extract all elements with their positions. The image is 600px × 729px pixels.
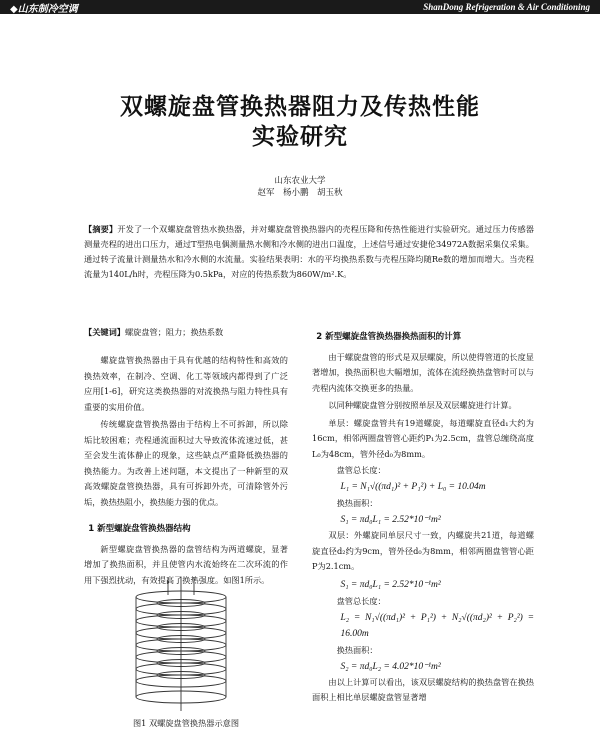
section-heading-1: 1 新型螺旋盘管换热器结构: [88, 524, 191, 534]
intro-paragraph-1: 螺旋盘管换热器由于具有优越的结构特性和高效的换热效率，在制冷、空调、化工等领域内都得到了广泛应用[1-6]，研究这类换热器的对流换热与阻力特性具有重要的实用价值。: [84, 355, 288, 412]
formula-area-repeat: S₁ = πd₀L₁ = 2.52*10⁻¹m²: [340, 579, 441, 590]
conclusion-paragraph: 由以上计算可以看出，该双层螺旋结构的换热盘管在换热面积上相比单层螺旋盘管显著增: [312, 676, 534, 702]
journal-name-cn: ◆山东制冷空调: [10, 3, 78, 15]
total-length-label-1: 盘管总长度：: [336, 465, 386, 475]
section-1-paragraph: 新型螺旋盘管换热器的盘管结构为两道螺旋，显著增加了换热面积，并且使管内水流始终在二次环流的作用下强烈扰动，有效提高了换热强度。如图1所示。: [84, 543, 288, 585]
abstract: [84, 222, 534, 282]
total-length-label-2: 盘管总长度：: [336, 595, 386, 606]
section-2-paragraph-2: 以同种螺旋盘管分别按照单层及双层螺旋进行计算。: [328, 400, 517, 410]
paper-title-line-1: 双螺旋盘管换热器阻力及传热性能: [120, 94, 480, 120]
keywords-label: 【关键词】: [84, 327, 125, 337]
abstract-label: 【摘要】: [84, 224, 118, 234]
single-layer-description: 单层：螺旋盘管共有19道螺旋，每道螺旋直径d₁大约为16cm，相邻两圈盘管管心距约P₁为2.5cm，盘管总缠绕高度L₀为48cm，管外径d₀为8mm。: [312, 417, 534, 459]
section-2-paragraph-1: 由于螺旋盘管的形式是双层螺旋，所以使得管道的长度显著增加，换热面积也大幅增加，流体在流经换热盘管时可以与壳程内流体交换更多的热量。: [312, 351, 534, 393]
paper-title-line-2: 实验研究: [252, 124, 348, 150]
formula-length-single: L₁ = N₁√((πd₁)² + P₁²) + L₀ = 10.04m: [340, 482, 486, 492]
authors: 赵军 杨小鹏 胡玉秋: [257, 188, 343, 198]
keywords-text: 螺旋盘管；阻力；换热系数: [124, 327, 224, 337]
affiliation: 山东农业大学: [274, 176, 326, 186]
section-heading-2: 2 新型螺旋盘管换热器换热面积的计算: [316, 332, 462, 342]
left-column: [84, 353, 288, 590]
journal-header: [0, 0, 600, 14]
journal-name-en: ShanDong Refrigeration & Air Conditioning: [423, 2, 590, 12]
formula-area-single: S₁ = πd₀L₁ = 2.52*10⁻¹m²: [340, 515, 441, 525]
area-label-1: 换热面积：: [336, 498, 378, 508]
formula-length-double: L₂ = N₁√((πd₁)² + P₁²) + N₂√((πd₂)² + P₂²) = 16.00m: [340, 612, 534, 639]
intro-paragraph-2: 传统螺旋盘管换热器由于结构上不可拆卸，所以除垢比较困难；壳程通流面积过大导致流体流速过低，甚至会发生流体静止的现象，这些缺点严重降低换热器的换热能力。为改善上述问题，本文提出了一种新型的双高效螺旋盘管换热器，具有可拆卸外壳，可清除管外污垢，换热热阻小，换热能力强的优点。: [84, 419, 288, 507]
double-layer-description: 双层：外螺旋同单层尺寸一致，内螺旋共21道，每道螺旋直径d₂约为9cm，管外径d₀为8mm，相邻两圈盘管管心距P为2.1cm。: [312, 530, 534, 571]
coil-heat-exchanger-diagram-icon: [116, 575, 246, 715]
area-label-2: 换热面积：: [336, 644, 378, 655]
figure-1-caption: 图1 双螺旋盘管换热器示意图: [132, 718, 240, 728]
formula-area-double: S₂ = πd₀L₂ = 4.02*10⁻¹m²: [340, 661, 441, 672]
right-column: [312, 330, 534, 708]
abstract-text: 开发了一个双螺旋盘管热水换热器，并对螺旋盘管换热器内的壳程压降和传热性能进行实验研究。通过压力传感器测量壳程的进出口压力，通过T型热电偶测量热水侧和冷水侧的进出口温度，上述信号通过安捷伦34972A数据采集仪采集。通过转子流量计测量热水和冷水侧的水流量。实验结果表明：水的平均换热系数与壳程压降均随Re数的增加而增大。当壳程流量为140L/h时，壳程压降为0.5kPa，对应的传热系数为860W/m².K。: [84, 224, 534, 279]
